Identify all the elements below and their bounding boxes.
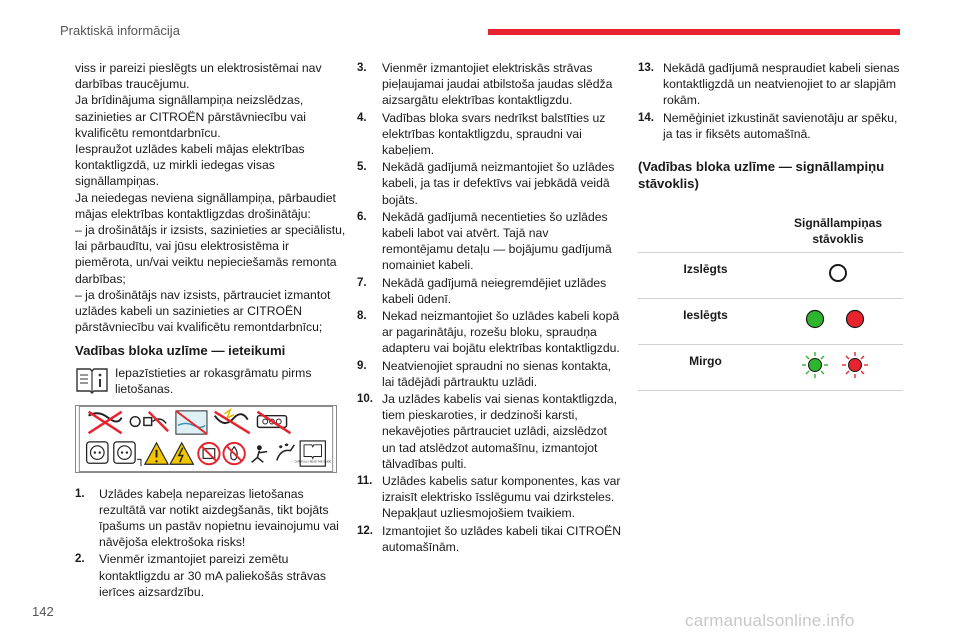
step-text: Nemēģiniet izkustināt savienotāju ar spēku, ja tas ir fiksēts automašīnā. <box>663 110 898 141</box>
intro-paragraph-5: – ja drošinātājs ir izsists, sazinieties ar speciālistu, lai pārbaudītu, vai jūsu elektrosistēma ir piemērota, un/vai veiktu nepieciešamās remonta darbības; <box>75 223 346 286</box>
step-number: 3. <box>357 62 367 74</box>
step-number: 10. <box>357 393 373 406</box>
list-item <box>75 551 347 600</box>
table-row <box>638 252 903 298</box>
step-number: 8. <box>357 310 367 323</box>
red-light-icon <box>847 310 864 327</box>
step-text: Uzlādes kabelis satur komponentes, kas var izraisīt elektrisko īsslēgumu vai dzirksteles. Nepakļaut uzliesmojošiem tvaikiem. <box>382 474 621 521</box>
table-row <box>638 298 903 344</box>
step-text: Ja uzlādes kabelis vai sienas kontaktligzda, tiem pieskaroties, ir dedzinoši karsti, nekavējoties pārtrauciet uzlādi, aizslēdzot un tad atslēdzot automašīnu, izmantojot tālvadības pulti. <box>382 392 618 471</box>
step-text: Vienmēr izmantojiet elektriskās strāvas pieļaujamai jaudai atbilstoša jaudas slēdža aizsargātu elektrības kontaktligzdu. <box>382 61 613 108</box>
step-number: 11. <box>357 475 373 488</box>
list-item <box>638 110 903 142</box>
row-label-blink: Mirgo <box>638 344 773 390</box>
column-2 <box>357 60 622 556</box>
book-info-icon <box>75 365 109 395</box>
step-text: Nekādā gadījumā necentieties šo uzlādes kabeli labot vai atvērt. Tajā nav remontējamu detaļu — bojājumu gadījumā nomainiet kabeli. <box>382 209 612 273</box>
list-item <box>638 60 903 109</box>
step-number: 5. <box>357 161 367 174</box>
header-accent-bar <box>488 29 900 35</box>
red-blink-light-icon <box>842 352 868 378</box>
list-item <box>357 60 622 109</box>
step-number: 13. <box>638 62 654 74</box>
step-number: 2. <box>75 553 85 566</box>
lights-off-cell <box>773 252 903 298</box>
svg-text:CAREFULLY READ THE GUIDE: CAREFULLY READ THE GUIDE <box>294 460 332 464</box>
lights-blink-icon <box>793 350 883 380</box>
step-number: 9. <box>357 359 367 372</box>
step-text: Nekādā gadījumā neizmantojiet šo uzlādes kabeli, ja tas ir defektīvs vai jebkādā veidā bojāts. <box>382 160 615 207</box>
list-item <box>357 275 622 307</box>
list-item <box>357 358 622 390</box>
list-item <box>357 110 622 159</box>
column-3 <box>638 60 903 391</box>
intro-paragraph-6: – ja drošinātājs nav izsists, pārtrauciet izmantot uzlādes kabeli un sazinieties ar CITROËN pārstāvniecību vai kvalificētu remontdarbnīcu; <box>75 287 331 335</box>
list-item <box>357 473 622 522</box>
lights-on-cell <box>773 298 903 344</box>
green-blink-light-icon <box>802 352 828 378</box>
table-row <box>638 344 903 390</box>
list-item <box>75 486 347 551</box>
intro-paragraph-3: Iespraužot uzlādes kabeli mājas elektrības kontaktligzdā, uz mirkli iedegas visas signāllampiņas. <box>75 142 305 189</box>
table-header-row <box>638 210 903 252</box>
step-text: Uzlādes kabeļa nepareizas lietošanas rezultātā var notikt aizdegšanās, tikt bojāts īpašums un pastāv nopietnu ievainojumu vai nāvējoša elektrošoka risks! <box>99 486 339 550</box>
steps-list-1 <box>75 486 347 600</box>
step-text: Nekādā gadījumā nespraudiet kabeli sienas kontaktligzdā un neatvienojiet to ar slapjām rokām. <box>663 61 900 108</box>
warning-pictograms <box>75 405 337 473</box>
list-item <box>357 308 622 357</box>
header-section-title: Praktiskā informācija <box>60 23 180 38</box>
intro-paragraph-2: Ja brīdinājuma signāllampiņa neizslēdzas, sazinieties ar CITROËN pārstāvniecību vai kvalificētu remontdarbnīcu. <box>75 93 306 140</box>
step-number: 7. <box>357 276 367 289</box>
step-text: Neatvienojiet spraudni no sienas kontakta, lai tādējādi pārtrauktu uzlādi. <box>382 358 611 389</box>
light-status-table <box>638 210 903 391</box>
note-row <box>75 365 347 397</box>
lights-on-icon <box>793 307 883 331</box>
steps-list-3 <box>638 60 903 142</box>
section-title-recommendations: Vadības bloka uzlīme — ieteikumi <box>75 343 286 359</box>
list-item <box>357 523 622 555</box>
row-label-off: Izslēgts <box>638 252 773 298</box>
watermark: carmanualsonline.info <box>685 611 855 630</box>
column-1 <box>75 60 347 601</box>
note-text: Iepazīstieties ar rokasgrāmatu pirms lietošanas. <box>115 366 312 397</box>
step-text: Izmantojiet šo uzlādes kabeli tikai CITROËN automašīnām. <box>382 523 622 554</box>
list-item <box>357 159 622 208</box>
table-header-empty <box>638 210 773 252</box>
no-water-icon <box>176 411 207 434</box>
list-item <box>357 391 622 472</box>
lights-blink-cell <box>773 344 903 390</box>
step-number: 12. <box>357 524 373 537</box>
table-header-status: Signāllampiņas stāvoklis <box>773 210 903 252</box>
step-number: 6. <box>357 210 367 223</box>
step-text: Vienmēr izmantojiet pareizi zemētu kontaktligzdu ar 30 mA paliekošās strāvas ierīces aizsardzību. <box>99 552 326 599</box>
list-item <box>357 209 622 274</box>
steps-list-2 <box>357 60 622 555</box>
read-guide-icon <box>294 441 331 466</box>
intro-paragraph-4: Ja neiedegas neviena signāllampiņa, pārbaudiet mājas elektrības kontaktligzdas drošinātāju: <box>75 190 336 221</box>
step-text: Nekad neizmantojiet šo uzlādes kabeli kopā ar pagarinātāju, rozešu bloku, spraudņa adapteru vai bojātu elektrības kontaktligzdu. <box>382 309 620 356</box>
page-number: 142 <box>32 604 54 619</box>
light-off-icon <box>826 261 850 285</box>
step-text: Nekādā gadījumā neiegremdējiet uzlādes kabeli ūdenī. <box>382 275 607 306</box>
row-label-on: Ieslēgts <box>638 298 773 344</box>
intro-paragraph-1: viss ir pareizi pieslēgts un elektrosistēmai nav darbības traucējumu. <box>75 61 322 92</box>
step-text: Vadības bloka svars nedrīkst balstīties uz elektrības kontaktligzdu, spraudni vai kabeļiem. <box>382 110 606 158</box>
step-number: 4. <box>357 111 367 124</box>
step-number: 14. <box>638 111 654 124</box>
section-title-light-status: (Vadības bloka uzlīme — signāllampiņu stāvoklis) <box>638 159 885 192</box>
green-light-icon <box>807 310 824 327</box>
step-number: 1. <box>75 487 85 500</box>
